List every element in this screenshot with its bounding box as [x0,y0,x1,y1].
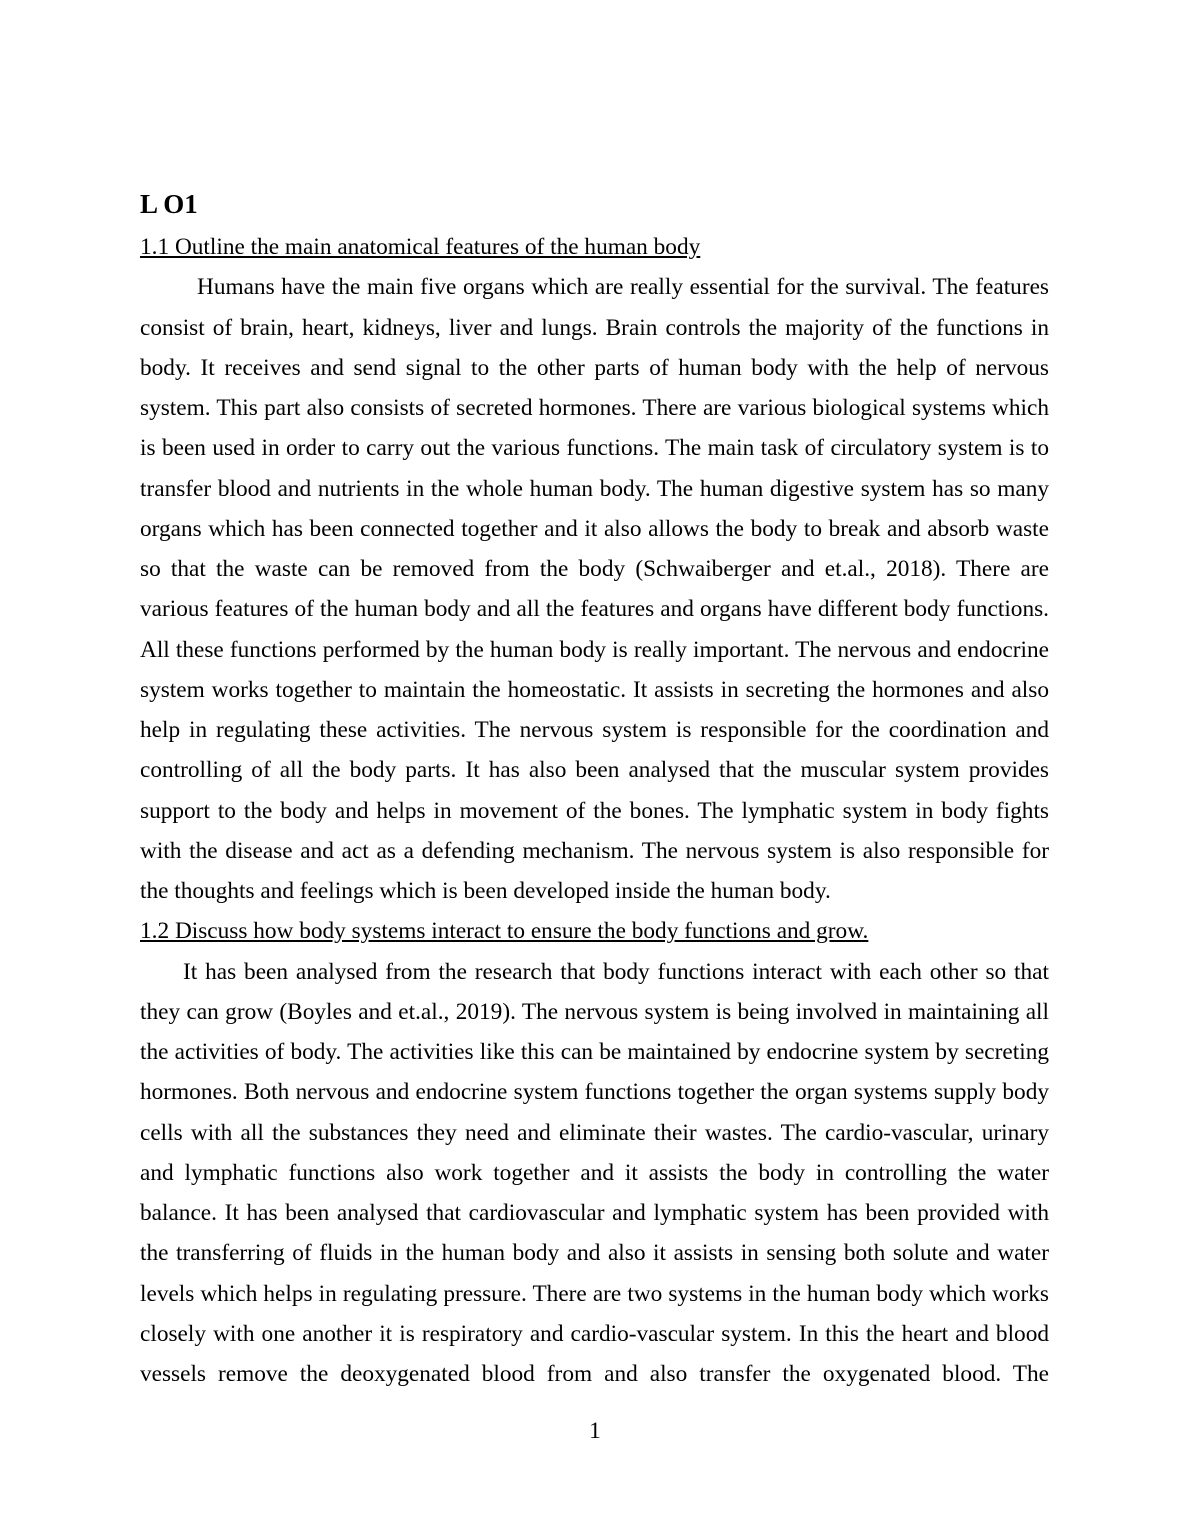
paragraph-line: cells with all the substances they need and eliminate their wastes. The cardio-vascular, urinary [140,1119,1049,1146]
paragraph-line: transfer blood and nutrients in the whole human body. The human digestive system has so many [140,475,1049,502]
paragraph-line: organs which has been connected together and it also allows the body to break and absorb waste [140,515,1049,542]
paragraph-line: system. This part also consists of secreted hormones. There are various biological systems which [140,395,1049,421]
paragraph-line: consist of brain, heart, kidneys, liver and lungs. Brain controls the majority of the functions in [140,314,1049,341]
paragraph-line: they can grow (Boyles and et.al., 2019). The nervous system is being involved in maintaining all [140,998,1049,1025]
paragraph-line: the transferring of fluids in the human body and also it assists in sensing both solute and water [140,1240,1049,1267]
paragraph-line: All these functions performed by the human body is really important. The nervous and endocrine [140,636,1049,663]
paragraph-1-2 [140,952,1049,1395]
paragraph-line: and lymphatic functions also work together and it assists the body in controlling the water [140,1159,1049,1186]
paragraph-line: the activities of body. The activities like this can be maintained by endocrine system by secreting [140,1039,1049,1065]
paragraph-line: It has been analysed from the research that body functions interact with each other so that [183,958,1049,985]
paragraph-line: levels which helps in regulating pressure. There are two systems in the human body which works [140,1280,1049,1307]
paragraph-line: system works together to maintain the homeostatic. It assists in secreting the hormones and also [140,676,1049,703]
paragraph-line: various features of the human body and all the features and organs have different body functions. [140,596,1049,623]
paragraph-line: Humans have the main five organs which are really essential for the survival. The features [197,274,1049,301]
paragraph-line: help in regulating these activities. The nervous system is responsible for the coordination and [140,717,1049,743]
paragraph-line: balance. It has been analysed that cardiovascular and lymphatic system has been provided with [140,1200,1049,1226]
paragraph-line: with the disease and act as a defending mechanism. The nervous system is also responsible for [140,837,1049,864]
subsection-title-1-2: 1.2 Discuss how body systems interact to ensure the body functions and grow. [140,918,869,945]
document-body [140,227,1049,1394]
paragraph-line: support to the body and helps in movement of the bones. The lymphatic system in body fights [140,797,1049,824]
page-number: 1 [589,1418,601,1444]
section-heading: L O1 [140,189,198,219]
paragraph-line: vessels remove the deoxygenated blood from and also transfer the oxygenated blood. The [140,1361,1049,1387]
paragraph-line: closely with one another it is respiratory and cardio-vascular system. In this the heart and blood [140,1320,1049,1347]
paragraph-line: body. It receives and send signal to the other parts of human body with the help of nervous [140,354,1049,381]
subsection-title-1-1: 1.1 Outline the main anatomical features of the human body [140,234,701,260]
paragraph-line: hormones. Both nervous and endocrine system functions together the organ systems supply body [140,1079,1049,1106]
paragraph-line: controlling of all the body parts. It has also been analysed that the muscular system provides [140,757,1049,784]
paragraph-line: so that the waste can be removed from the body (Schwaiberger and et.al., 2018). There are [140,556,1049,582]
paragraph-line: is been used in order to carry out the various functions. The main task of circulatory system is to [140,435,1049,462]
paragraph-line: the thoughts and feelings which is been developed inside the human body. [140,878,831,904]
paragraph-1-1 [140,267,1049,911]
